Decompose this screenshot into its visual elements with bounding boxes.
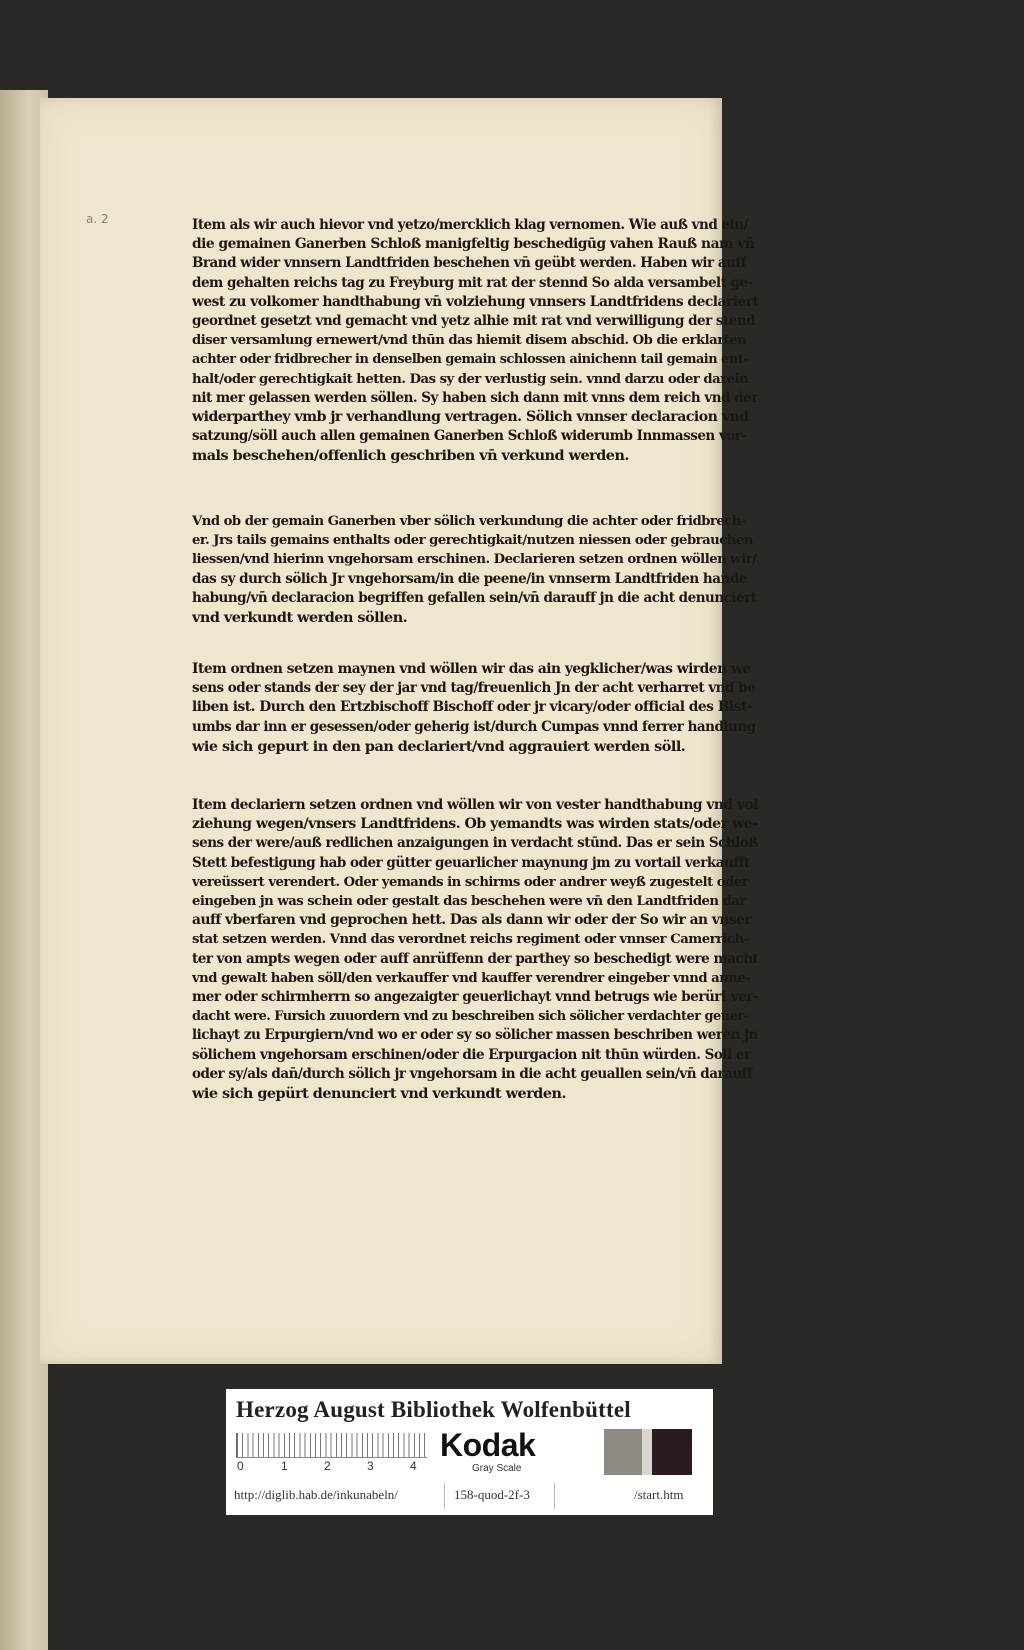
text-line: nit mer gelassen werden söllen. Sy haben sich dann mit vnns dem reich vnd der	[192, 389, 758, 406]
paragraph-1	[192, 216, 758, 466]
text-line: mals beschehen/offenlich geschriben vn̄ verkund werden.	[192, 447, 629, 465]
text-line: sölichem vngehorsam erschinen/oder die Erpurgacion nit thūn würden. Soll er	[192, 1046, 751, 1063]
url-suffix: /start.htm	[634, 1487, 684, 1502]
text-line: Vnd ob der gemain Ganerben vber sölich verkundung die achter oder fridbrech-	[192, 514, 746, 529]
light-swatch	[642, 1429, 652, 1475]
text-line: Brand wider vnnsern Landtfriden beschehen vn̄ geübt werden. Haben wir auff	[192, 255, 747, 272]
ruler-number: 2	[324, 1459, 331, 1473]
color-calibration-bar	[226, 1389, 713, 1515]
url-shelfmark: 158-quod-2f-3	[454, 1487, 530, 1502]
text-line: ziehung wegen/vnsers Landtfridens. Ob yemandts was wirden stats/oder we-	[192, 816, 758, 833]
text-line: wie sich gepürt denunciert vnd verkundt werden.	[192, 1085, 566, 1103]
text-line: sens oder stands der sey der jar vnd tag/freuenlich Jn der acht verharret vnd be	[192, 680, 756, 697]
text-line: umbs dar inn er gesessen/oder geherig ist/durch Cumpas vnnd ferrer handlung	[192, 718, 756, 735]
paragraph-3	[192, 660, 758, 756]
text-line: die gemainen Ganerben Schloß manigfeltig beschedigūg vahen Rauß nam vn̄	[192, 236, 755, 253]
text-line: vnd gewalt haben söll/den verkauffer vnd kauffer verendrer eingeber vnnd anne-	[192, 970, 751, 986]
text-line: Item declariern setzen ordnen vnd wöllen wir von vester handthabung vnd vol	[192, 797, 758, 813]
kodak-logo: Kodak	[440, 1427, 536, 1463]
text-line: geordnet gesetzt vnd gemacht vnd yetz alhie mit rat vnd verwilligung der stend	[192, 313, 756, 330]
gray-scale-label: Gray Scale	[472, 1463, 522, 1474]
text-line: halt/oder gerechtigkait hetten. Das sy der verlustig sein. vnnd darzu oder darein	[192, 371, 749, 387]
text-line: wie sich gepurt in den pan declariert/vnd aggrauiert werden söll.	[192, 737, 686, 755]
text-line: diser versamlung ernewert/vnd thūn das hiemit disem abschid. Ob die erklarten	[192, 333, 747, 349]
text-line: auff vberfaren vnd geprochen hett. Das als dann wir oder der So wir an vnser	[192, 912, 752, 929]
measurement-ruler	[236, 1433, 427, 1458]
text-line: sens der were/auß redlichen anzaigungen in verdacht stūnd. Das er sein Schloß	[192, 835, 758, 852]
text-line: ter von ampts wegen oder auff anrüffenn der parthey so beschedigt were macht	[192, 950, 758, 967]
text-line: stat setzen werden. Vnnd das verordnet reichs regiment oder vnnser Camerrich-	[192, 932, 749, 948]
pencil-foliation-note: a. 2	[86, 212, 109, 226]
ruler-number: 4	[410, 1459, 417, 1473]
text-line: oder sy/als dan̄/durch sölich jr vngehorsam in die acht geuallen sein/vn̄ darauff	[192, 1065, 753, 1082]
text-line: satzung/söll auch allen gemainen Ganerben Schloß widerumb Innmassen vor-	[192, 428, 747, 445]
text-line: west zu volkomer handthabung vn̄ volziehung vnnsers Landtfridens declariert	[192, 293, 758, 310]
text-line: lichayt zu Erpurgiern/vnd wo er oder sy so sölicher massen beschriben weren jn	[192, 1027, 758, 1044]
ruler-number: 0	[237, 1459, 244, 1473]
text-line: Item als wir auch hievor vnd yetzo/mercklich klag vernomen. Wie auß vnd ein/	[192, 217, 748, 233]
ruler-number: 1	[281, 1459, 288, 1473]
text-line: er. Jrs tails gemains enthalts oder gerechtigkait/nutzen niessen oder gebrauchen	[192, 533, 753, 549]
text-line: vereüssert verendert. Oder yemands in schirms oder andrer weyß zugestelt oder	[192, 874, 749, 890]
text-line: Stett befestigung hab oder gütter geuarlicher maynung jm zu vortail verkaufft	[192, 854, 750, 871]
text-line: Item ordnen setzen maynen vnd wöllen wir das ain yegklicher/was wirden we	[192, 661, 751, 677]
library-title: Herzog August Bibliothek Wolfenbüttel	[236, 1397, 631, 1422]
divider	[444, 1483, 445, 1509]
text-line: dem gehalten reichs tag zu Freyburg mit rat der stennd So alda versambelt ge-	[192, 274, 753, 291]
paragraph-2	[192, 512, 758, 627]
ruler-number: 3	[367, 1459, 374, 1473]
text-line: liben ist. Durch den Ertzbischoff Bischoff oder jr vicary/oder official des Bist-	[192, 699, 753, 716]
text-line: eingeben jn was schein oder gestalt das beschehen were vn̄ den Landtfriden dar	[192, 894, 746, 910]
text-line: dacht were. Fursich zuuordern vnd zu beschreiben sich sölicher verdachter geuer-	[192, 1009, 749, 1025]
paragraph-4	[192, 796, 758, 1103]
text-line: vnd verkundt werden söllen.	[192, 609, 408, 627]
dark-swatch	[652, 1429, 692, 1475]
url-base: http://diglib.hab.de/inkunabeln/	[234, 1487, 398, 1502]
text-line: mer oder schirmherrn so angezaigter geuerlichayt vnnd betrugs wie berürt ver-	[192, 989, 758, 1006]
divider	[554, 1483, 555, 1509]
text-line: habung/vn̄ declaracion begriffen gefallen sein/vn̄ darauff jn die acht denunciert	[192, 589, 757, 606]
text-line: widerparthey vmb jr verhandlung vertragen. Sölich vnnser declaracion vnd	[192, 409, 749, 426]
gray-swatch	[604, 1429, 642, 1475]
text-line: achter oder fridbrecher in denselben gemain schlossen ainichenn tail gemain ent-	[192, 352, 748, 368]
text-line: liessen/vnd hierinn vngehorsam erschinen. Declarieren setzen ordnen wöllen wir/	[192, 552, 757, 568]
text-line: das sy durch sölich Jr vngehorsam/in die peene/in vnnserm Landtfriden hande	[192, 570, 747, 587]
